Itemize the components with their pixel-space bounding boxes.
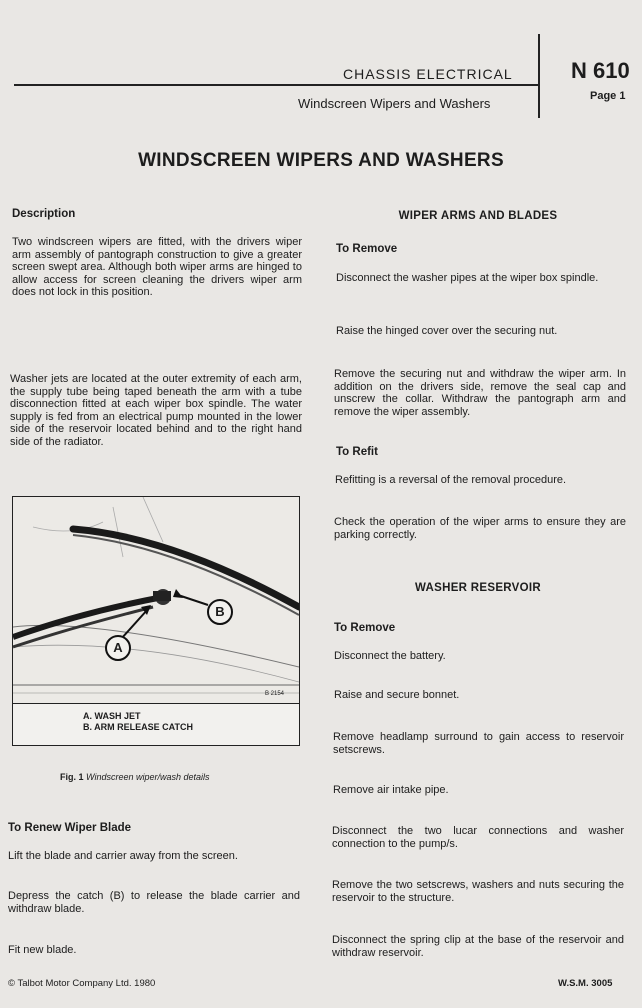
page-title: WINDSCREEN WIPERS AND WASHERS xyxy=(138,150,504,171)
wiper-arms-heading: WIPER ARMS AND BLADES xyxy=(398,210,558,222)
header-rule xyxy=(14,84,540,86)
reservoir-step-2: Raise and secure bonnet. xyxy=(334,689,460,701)
washer-reservoir-heading: WASHER RESERVOIR xyxy=(415,582,541,594)
refit-step-1: Refitting is a reversal of the removal procedure. xyxy=(335,474,567,486)
caption-text: Windscreen wiper/wash details xyxy=(86,772,210,782)
reservoir-step-6: Remove the two setscrews, washers and nuts securing the reservoir to the structure. xyxy=(332,879,624,904)
reservoir-remove-heading: To Remove xyxy=(334,622,396,634)
description-paragraph-2: Washer jets are located at the outer extremity of each arm, the supply tube being taped beneath the arm with a tube disconnection fitted at each wiper box spindle. The water supply is fed from an electrical pump mounted in the lower side of the reservoir located behind and to the right hand side of the radiator. xyxy=(10,373,302,448)
wiper-illustration xyxy=(13,497,299,704)
renew-step-3: Fit new blade. xyxy=(8,944,77,956)
copyright: © Talbot Motor Company Ltd. 1980 xyxy=(8,978,156,989)
document-ref: W.S.M. 3005 xyxy=(558,978,613,989)
page-number: Page 1 xyxy=(590,90,626,102)
manual-code: N 610 xyxy=(571,58,630,83)
refit-step-2: Check the operation of the wiper arms to ensure they are parking correctly. xyxy=(334,516,626,541)
reservoir-step-5: Disconnect the two lucar connections and washer connection to the pump/s. xyxy=(332,825,624,850)
caption-prefix: Fig. 1 xyxy=(60,772,84,782)
remove-step-2: Raise the hinged cover over the securing nut. xyxy=(336,325,558,337)
refit-heading: To Refit xyxy=(336,446,378,458)
callout-b: B xyxy=(207,599,233,625)
remove-step-1: Disconnect the washer pipes at the wiper box spindle. xyxy=(336,272,599,284)
remove-heading: To Remove xyxy=(336,243,398,255)
description-heading: Description xyxy=(12,208,76,220)
wiper-drawing xyxy=(13,497,299,703)
renew-heading: To Renew Wiper Blade xyxy=(8,822,132,834)
reservoir-step-1: Disconnect the battery. xyxy=(334,650,446,662)
renew-step-2: Depress the catch (B) to release the blade carrier and withdraw blade. xyxy=(8,890,300,915)
header-divider xyxy=(538,34,540,118)
renew-step-1: Lift the blade and carrier away from the screen. xyxy=(8,850,238,862)
figure-caption xyxy=(60,772,210,782)
reservoir-step-4: Remove air intake pipe. xyxy=(333,784,449,796)
reservoir-step-3: Remove headlamp surround to gain access to reservoir setscrews. xyxy=(333,731,624,756)
description-paragraph-1: Two windscreen wipers are fitted, with the drivers wiper arm assembly of pantograph construction to give a greater screen swept area. Although both wiper arms are hinged to allow access for screen cleaning the drivers wiper arm does not lock in this position. xyxy=(12,236,302,298)
figure-box xyxy=(12,496,300,746)
remove-step-3: Remove the securing nut and withdraw the wiper arm. In addition on the drivers side, remove the seal cap and unscrew the collar. Withdraw the pantograph arm and remove the wiper assembly. xyxy=(334,368,626,418)
subsection-title: Windscreen Wipers and Washers xyxy=(298,96,491,111)
callout-a: A xyxy=(105,635,131,661)
reservoir-step-7: Disconnect the spring clip at the base of the reservoir and withdraw reservoir. xyxy=(332,934,624,959)
legend-b: B. ARM RELEASE CATCH xyxy=(83,722,193,732)
legend-a: A. WASH JET xyxy=(83,711,141,721)
section-title: CHASSIS ELECTRICAL xyxy=(343,66,513,82)
figure-ref: B 2154 xyxy=(265,691,285,697)
